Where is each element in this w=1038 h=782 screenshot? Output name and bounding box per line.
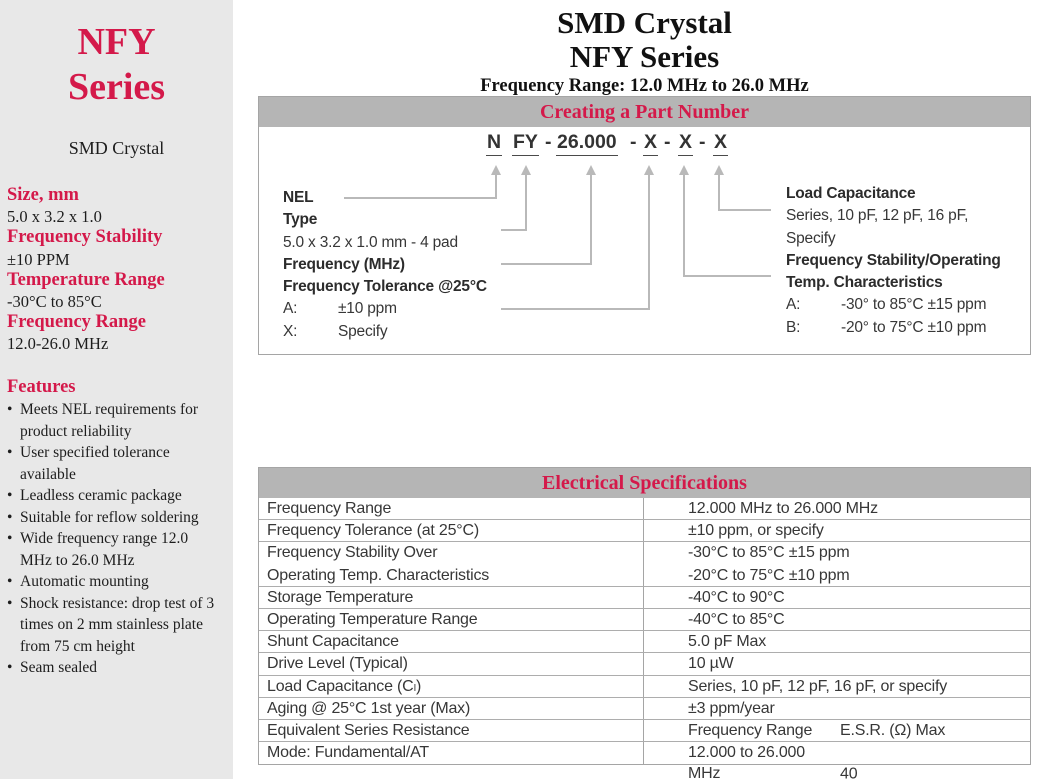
spec-parameter: Shunt Capacitance	[259, 631, 644, 652]
part-number-annotation-line	[786, 228, 1028, 250]
sidebar-spec-value: 5.0 x 3.2 x 1.0	[7, 207, 102, 227]
spec-parameter: Operating Temp. Characteristics	[259, 565, 644, 586]
part-number-separator: -	[664, 131, 671, 153]
spec-parameter: Aging @ 25°C 1st year (Max)	[259, 698, 644, 719]
spec-value-primary: 12.000 MHz to 26.000 MHz	[688, 500, 878, 517]
feature-item: • User specified tolerance available	[7, 442, 221, 485]
page-title-subtitle: Frequency Range: 12.0 MHz to 26.0 MHz	[480, 76, 809, 96]
sidebar-spec-value: -30°C to 85°C	[7, 292, 102, 312]
part-number-separator: -	[545, 131, 552, 153]
spec-row	[259, 520, 1030, 542]
spec-row	[259, 542, 1030, 564]
spec-value-primary: Series, 10 pF, 12 pF, 16 pF, or specify	[688, 677, 948, 695]
annotation-text: -30° to 85°C ±15 ppm	[841, 296, 987, 314]
arrow-up-icon	[644, 165, 654, 175]
spec-row	[259, 653, 1030, 675]
part-number-left-annotations	[283, 187, 518, 343]
part-number-annotation-line	[283, 254, 518, 276]
spec-row	[259, 676, 1030, 698]
feature-item: • Suitable for reflow soldering	[7, 507, 221, 529]
spec-value-primary: -40°C to 85°C	[688, 610, 785, 628]
spec-value-primary: 5.0 pF Max	[688, 633, 767, 651]
feature-item: • Automatic mounting	[7, 571, 221, 593]
connector-line	[648, 175, 650, 309]
spec-parameter: Load Capacitance (Cₗ)	[259, 676, 644, 697]
feature-item: • Leadless ceramic package	[7, 485, 221, 507]
spec-value	[644, 742, 1030, 782]
arrow-up-icon	[586, 165, 596, 175]
part-number-annotation-line	[283, 321, 518, 343]
feature-item: • Wide frequency range 12.0 MHz to 26.0 MHz	[7, 528, 221, 571]
spec-value-secondary: 40	[840, 765, 858, 782]
sidebar-spec-label: Size, mm	[7, 185, 79, 205]
spec-value	[644, 587, 1030, 608]
electrical-specifications-box	[258, 467, 1031, 782]
spec-value	[644, 520, 1030, 541]
sidebar-title-line1: NFY	[77, 21, 156, 63]
annotation-text: -20° to 75°C ±10 ppm	[841, 318, 987, 336]
sidebar	[0, 0, 233, 779]
sidebar-title-line2: Series	[67, 66, 166, 108]
connector-line	[718, 209, 771, 211]
spec-row	[259, 631, 1030, 653]
spec-parameter: Drive Level (Typical)	[259, 653, 644, 674]
annotation-text: Specify	[786, 229, 836, 247]
spec-value-primary: -30°C to 85°C ±15 ppm	[688, 544, 850, 562]
part-number-annotation-line	[283, 209, 518, 231]
part-number-annotation-line	[283, 232, 518, 254]
spec-value	[644, 565, 1030, 586]
sidebar-spec-label: Frequency Stability	[7, 227, 163, 248]
feature-item: • Meets NEL requirements for product reliability	[7, 399, 221, 442]
annotation-text: Frequency (MHz)	[283, 255, 405, 273]
spec-value	[644, 542, 1030, 564]
part-number-annotation-line	[283, 187, 518, 209]
features-title: Features	[7, 377, 76, 397]
page-title-line2: NFY Series	[569, 39, 720, 74]
part-number-segment-type: FY	[512, 131, 539, 156]
annotation-text: ±10 ppm	[338, 300, 397, 318]
spec-row	[259, 587, 1030, 609]
spec-parameter: Mode: Fundamental/AT	[259, 742, 644, 764]
annotation-text: Type	[283, 211, 318, 229]
connector-line	[525, 175, 527, 230]
part-number-annotation-line	[283, 276, 518, 298]
part-number-annotation-line	[786, 183, 1028, 205]
spec-value-primary: -40°C to 90°C	[688, 588, 785, 606]
annotation-key: B:	[786, 318, 801, 336]
spec-value-primary: ±10 ppm, or specify	[688, 522, 824, 540]
annotation-text: Frequency Tolerance @25°C	[283, 278, 487, 296]
part-number-separator: -	[630, 131, 637, 153]
arrow-up-icon	[521, 165, 531, 175]
annotation-text: 5.0 x 3.2 x 1.0 mm - 4 pad	[283, 233, 458, 251]
electrical-specifications-header: Electrical Specifications	[259, 468, 1030, 498]
spec-parameter: Frequency Tolerance (at 25°C)	[259, 520, 644, 541]
spec-value-primary: ±3 ppm/year	[688, 699, 775, 717]
spec-value	[644, 609, 1030, 630]
part-number-box	[258, 96, 1031, 355]
part-number-separator: -	[699, 131, 706, 153]
arrow-up-icon	[491, 165, 501, 175]
features-list	[7, 399, 221, 679]
spec-value-primary: 12.000 to 26.000 MHz	[688, 744, 805, 782]
spec-row	[259, 742, 1030, 782]
annotation-key: X:	[283, 322, 298, 340]
part-number-right-annotations	[786, 183, 1028, 339]
electrical-specifications-table	[259, 498, 1030, 782]
spec-value	[644, 653, 1030, 674]
page-title-line1: SMD Crystal	[557, 5, 732, 40]
spec-value-primary: -20°C to 75°C ±10 ppm	[688, 566, 850, 584]
spec-value	[644, 631, 1030, 652]
sidebar-series-title	[0, 20, 233, 110]
sidebar-spec-label: Frequency Range	[7, 312, 146, 333]
part-number-box-header: Creating a Part Number	[259, 97, 1030, 127]
arrow-up-icon	[714, 165, 724, 175]
sidebar-spec-value: ±10 PPM	[7, 249, 70, 269]
spec-row	[259, 565, 1030, 587]
arrow-up-icon	[679, 165, 689, 175]
spec-value-primary: Frequency Range	[688, 721, 813, 739]
annotation-text: Series, 10 pF, 12 pF, 16 pF,	[786, 207, 969, 225]
spec-parameter: Frequency Stability Over	[259, 542, 644, 564]
part-number-segment-frequency: 26.000	[556, 131, 618, 156]
sidebar-spec-label: Temperature Range	[7, 269, 165, 290]
connector-line	[718, 175, 720, 210]
part-number-segment-nel: N	[486, 131, 502, 156]
sidebar-subtitle: SMD Crystal	[68, 138, 165, 158]
connector-line	[501, 308, 650, 310]
annotation-text: Load Capacitance	[786, 185, 916, 202]
part-number-annotation-line	[786, 272, 1028, 294]
page-title	[258, 5, 1031, 97]
annotation-text: Frequency Stability/Operating	[786, 251, 1001, 269]
spec-parameter: Frequency Range	[259, 498, 644, 519]
part-number-segment-tolerance: X	[643, 131, 658, 156]
spec-value	[644, 498, 1030, 519]
spec-parameter: Equivalent Series Resistance	[259, 720, 644, 741]
part-number-annotation-line	[786, 205, 1028, 227]
spec-value	[644, 676, 1030, 697]
spec-value	[644, 698, 1030, 719]
sidebar-spec-value: 12.0-26.0 MHz	[7, 334, 109, 354]
part-number-annotation-line	[786, 250, 1028, 272]
annotation-text: Temp. Characteristics	[786, 274, 943, 292]
spec-parameter: Storage Temperature	[259, 587, 644, 608]
connector-line	[683, 275, 771, 277]
sidebar-quick-specs	[7, 185, 229, 355]
part-number-segment-load: X	[713, 131, 728, 156]
part-number-annotation-line	[786, 317, 1028, 339]
feature-item: • Shock resistance: drop test of 3 times on 2 mm stainless plate from 75 cm height	[7, 593, 221, 658]
connector-line	[683, 175, 685, 276]
spec-parameter: Operating Temperature Range	[259, 609, 644, 630]
annotation-key: A:	[283, 300, 298, 318]
spec-row	[259, 698, 1030, 720]
spec-row	[259, 720, 1030, 742]
feature-item: • Seam sealed	[7, 657, 221, 679]
part-number-annotation-line	[283, 298, 518, 320]
spec-value-primary: 10 µW	[688, 655, 734, 673]
spec-value	[644, 720, 1030, 741]
annotation-text: Specify	[338, 322, 388, 340]
spec-value-secondary: E.S.R. (Ω) Max	[840, 721, 946, 739]
part-number-segment-stability: X	[678, 131, 693, 156]
spec-row	[259, 609, 1030, 631]
annotation-key: A:	[786, 296, 801, 314]
spec-row	[259, 498, 1030, 520]
part-number-annotation-line	[786, 294, 1028, 316]
connector-line	[590, 175, 592, 264]
annotation-text: NEL	[283, 189, 314, 206]
